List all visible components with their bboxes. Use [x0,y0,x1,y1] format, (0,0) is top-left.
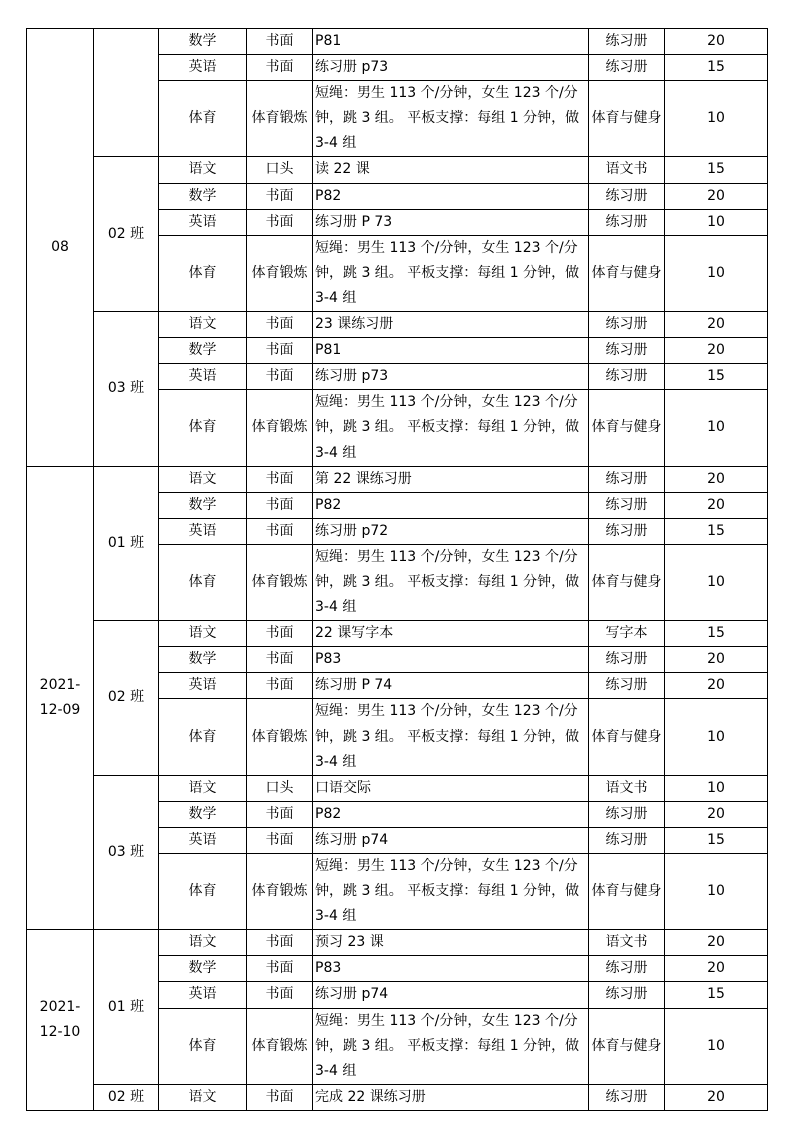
class-cell: 02 班 [94,157,159,312]
content-cell: 预习 23 课 [313,930,589,956]
table-row [27,466,768,492]
material-cell: 语文书 [589,157,665,183]
table-row [27,312,768,338]
content-cell: 23 课练习册 [313,312,589,338]
minutes-cell: 10 [665,81,768,157]
type-cell: 书面 [247,492,313,518]
minutes-cell: 15 [665,827,768,853]
type-cell: 体育锻炼 [247,235,313,311]
content-cell: 短绳：男生 113 个/分钟，女生 123 个/分钟，跳 3 组。 平板支撑：每组 1 分钟，做 3-4 组 [313,235,589,311]
subject-cell: 语文 [159,312,247,338]
minutes-cell: 10 [665,854,768,930]
subject-cell: 体育 [159,235,247,311]
minutes-cell: 20 [665,312,768,338]
type-cell: 体育锻炼 [247,1008,313,1084]
subject-cell: 语文 [159,466,247,492]
content-cell: P82 [313,183,589,209]
subject-cell: 数学 [159,492,247,518]
minutes-cell: 20 [665,956,768,982]
minutes-cell: 10 [665,699,768,775]
minutes-cell: 10 [665,390,768,466]
content-cell: P81 [313,29,589,55]
subject-cell: 体育 [159,854,247,930]
type-cell: 书面 [247,518,313,544]
table-row [27,1084,768,1110]
material-cell: 练习册 [589,312,665,338]
minutes-cell: 10 [665,235,768,311]
minutes-cell: 15 [665,157,768,183]
subject-cell: 体育 [159,390,247,466]
minutes-cell: 15 [665,518,768,544]
type-cell: 体育锻炼 [247,390,313,466]
type-cell: 书面 [247,466,313,492]
material-cell: 练习册 [589,982,665,1008]
table-row [27,29,768,55]
material-cell: 语文书 [589,930,665,956]
content-cell: 短绳：男生 113 个/分钟，女生 123 个/分钟，跳 3 组。 平板支撑：每组 1 分钟，做 3-4 组 [313,81,589,157]
class-cell: 03 班 [94,312,159,467]
subject-cell: 数学 [159,956,247,982]
subject-cell: 体育 [159,699,247,775]
content-cell: 口语交际 [313,775,589,801]
content-cell: 完成 22 课练习册 [313,1084,589,1110]
subject-cell: 英语 [159,364,247,390]
material-cell: 体育与健身 [589,81,665,157]
material-cell: 练习册 [589,801,665,827]
class-cell: 02 班 [94,621,159,776]
homework-table [26,28,768,1111]
date-cell: 2021-12-10 [27,930,94,1111]
content-cell: 短绳：男生 113 个/分钟，女生 123 个/分钟，跳 3 组。 平板支撑：每组 1 分钟，做 3-4 组 [313,1008,589,1084]
type-cell: 书面 [247,55,313,81]
type-cell: 书面 [247,29,313,55]
type-cell: 书面 [247,209,313,235]
content-cell: 22 课写字本 [313,621,589,647]
subject-cell: 英语 [159,518,247,544]
material-cell: 练习册 [589,209,665,235]
minutes-cell: 20 [665,930,768,956]
minutes-cell: 20 [665,29,768,55]
content-cell: 短绳：男生 113 个/分钟，女生 123 个/分钟，跳 3 组。 平板支撑：每组 1 分钟，做 3-4 组 [313,390,589,466]
minutes-cell: 20 [665,183,768,209]
type-cell: 口头 [247,775,313,801]
subject-cell: 数学 [159,29,247,55]
material-cell: 练习册 [589,827,665,853]
content-cell: 练习册 P 74 [313,673,589,699]
table-row [27,775,768,801]
content-cell: 练习册 p73 [313,364,589,390]
material-cell: 练习册 [589,364,665,390]
content-cell: P81 [313,338,589,364]
subject-cell: 英语 [159,673,247,699]
type-cell: 书面 [247,1084,313,1110]
content-cell: 练习册 P 73 [313,209,589,235]
subject-cell: 英语 [159,55,247,81]
class-cell: 03 班 [94,775,159,930]
minutes-cell: 20 [665,1084,768,1110]
content-cell: 短绳：男生 113 个/分钟，女生 123 个/分钟，跳 3 组。 平板支撑：每组 1 分钟，做 3-4 组 [313,854,589,930]
type-cell: 口头 [247,157,313,183]
minutes-cell: 10 [665,775,768,801]
minutes-cell: 15 [665,982,768,1008]
type-cell: 书面 [247,647,313,673]
material-cell: 练习册 [589,183,665,209]
type-cell: 体育锻炼 [247,544,313,620]
type-cell: 书面 [247,982,313,1008]
minutes-cell: 10 [665,544,768,620]
subject-cell: 语文 [159,157,247,183]
type-cell: 体育锻炼 [247,81,313,157]
minutes-cell: 15 [665,364,768,390]
type-cell: 书面 [247,956,313,982]
subject-cell: 语文 [159,621,247,647]
content-cell: 练习册 p72 [313,518,589,544]
material-cell: 写字本 [589,621,665,647]
subject-cell: 体育 [159,544,247,620]
type-cell: 体育锻炼 [247,854,313,930]
subject-cell: 英语 [159,827,247,853]
type-cell: 书面 [247,364,313,390]
date-cell: 2021-12-09 [27,466,94,930]
table-row [27,621,768,647]
material-cell: 体育与健身 [589,390,665,466]
minutes-cell: 20 [665,647,768,673]
subject-cell: 数学 [159,338,247,364]
material-cell: 练习册 [589,1084,665,1110]
minutes-cell: 15 [665,55,768,81]
subject-cell: 英语 [159,209,247,235]
subject-cell: 数学 [159,183,247,209]
material-cell: 练习册 [589,673,665,699]
content-cell: P83 [313,647,589,673]
content-cell: P82 [313,801,589,827]
minutes-cell: 10 [665,209,768,235]
type-cell: 书面 [247,801,313,827]
minutes-cell: 10 [665,1008,768,1084]
subject-cell: 数学 [159,647,247,673]
subject-cell: 体育 [159,81,247,157]
material-cell: 练习册 [589,338,665,364]
subject-cell: 语文 [159,775,247,801]
minutes-cell: 20 [665,801,768,827]
content-cell: 短绳：男生 113 个/分钟，女生 123 个/分钟，跳 3 组。 平板支撑：每组 1 分钟，做 3-4 组 [313,699,589,775]
content-cell: 读 22 课 [313,157,589,183]
type-cell: 书面 [247,621,313,647]
minutes-cell: 20 [665,338,768,364]
material-cell: 体育与健身 [589,1008,665,1084]
material-cell: 体育与健身 [589,544,665,620]
content-cell: 短绳：男生 113 个/分钟，女生 123 个/分钟，跳 3 组。 平板支撑：每组 1 分钟，做 3-4 组 [313,544,589,620]
content-cell: 第 22 课练习册 [313,466,589,492]
material-cell: 语文书 [589,775,665,801]
type-cell: 书面 [247,183,313,209]
subject-cell: 数学 [159,801,247,827]
minutes-cell: 20 [665,673,768,699]
subject-cell: 英语 [159,982,247,1008]
material-cell: 练习册 [589,29,665,55]
material-cell: 练习册 [589,466,665,492]
class-cell: 01 班 [94,466,159,621]
class-cell: 01 班 [94,930,159,1085]
subject-cell: 体育 [159,1008,247,1084]
subject-cell: 语文 [159,930,247,956]
content-cell: 练习册 p73 [313,55,589,81]
table-row [27,930,768,956]
material-cell: 练习册 [589,55,665,81]
content-cell: 练习册 p74 [313,827,589,853]
material-cell: 练习册 [589,647,665,673]
class-cell [94,29,159,157]
minutes-cell: 20 [665,466,768,492]
type-cell: 书面 [247,827,313,853]
type-cell: 书面 [247,312,313,338]
content-cell: P83 [313,956,589,982]
material-cell: 练习册 [589,492,665,518]
subject-cell: 语文 [159,1084,247,1110]
type-cell: 体育锻炼 [247,699,313,775]
content-cell: P82 [313,492,589,518]
type-cell: 书面 [247,930,313,956]
material-cell: 体育与健身 [589,854,665,930]
material-cell: 体育与健身 [589,235,665,311]
date-cell: 08 [27,29,94,467]
material-cell: 练习册 [589,956,665,982]
material-cell: 练习册 [589,518,665,544]
table-row [27,157,768,183]
minutes-cell: 15 [665,621,768,647]
class-cell: 02 班 [94,1084,159,1110]
type-cell: 书面 [247,673,313,699]
content-cell: 练习册 p74 [313,982,589,1008]
type-cell: 书面 [247,338,313,364]
material-cell: 体育与健身 [589,699,665,775]
minutes-cell: 20 [665,492,768,518]
